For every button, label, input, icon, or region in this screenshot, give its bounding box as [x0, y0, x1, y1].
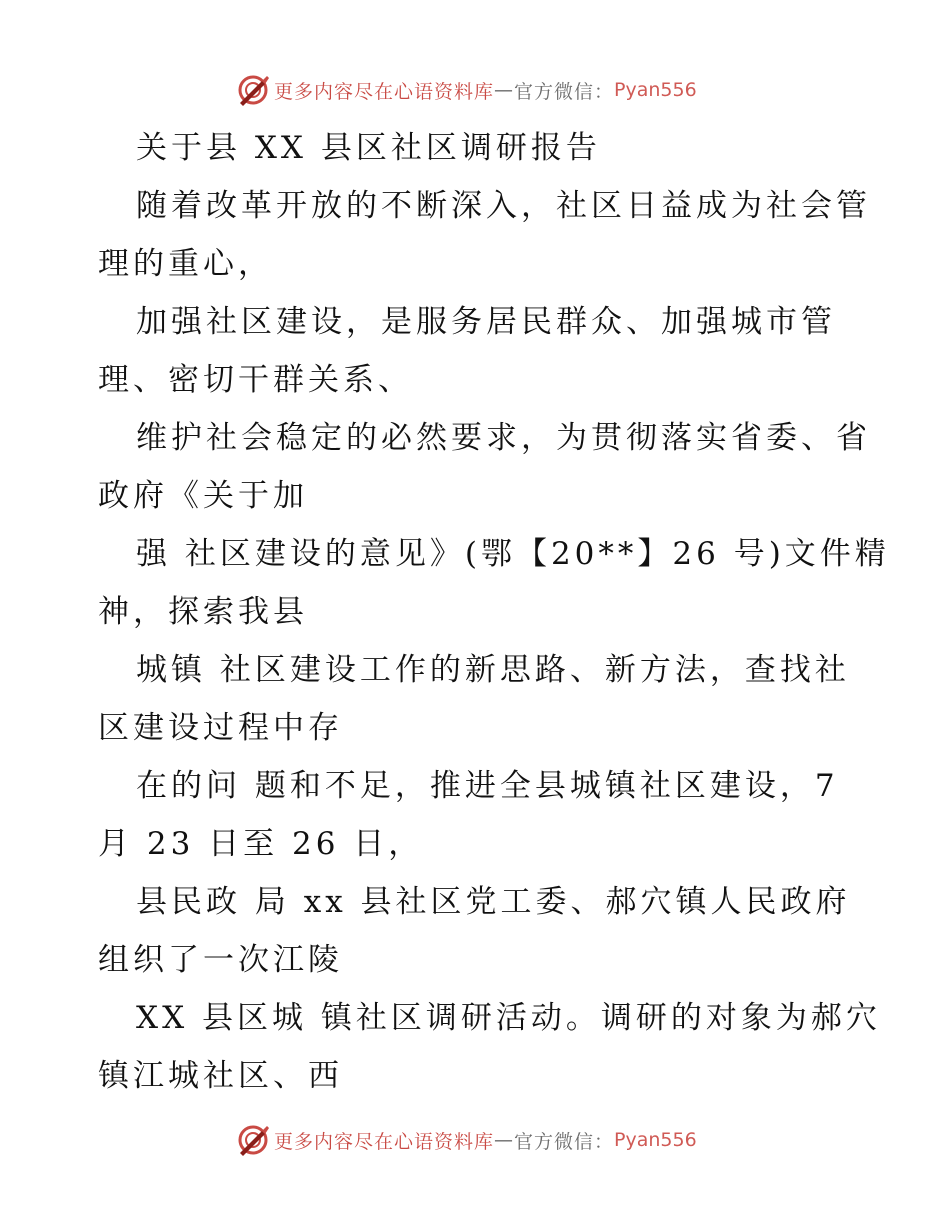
- paragraph-line: 城镇 社区建设工作的新思路、新方法，查找社: [136, 652, 850, 688]
- paragraph-line: 组织了一次江陵: [98, 942, 343, 978]
- watermark-wechat-id: Pyan556: [614, 1129, 697, 1151]
- watermark-official: 官方微信：: [514, 80, 615, 103]
- paragraph-line: 区建设过程中存: [98, 710, 343, 746]
- watermark-official: 官方微信：: [514, 1130, 615, 1153]
- watermark-brand: 更多内容尽在心语资料库: [274, 80, 495, 103]
- pen-logo-icon: [236, 1123, 270, 1157]
- paragraph-line: 县民政 局 xx 县社区党工委、郝穴镇人民政府: [136, 884, 851, 920]
- watermark-wechat-id: Pyan556: [614, 79, 697, 101]
- paragraph-line: 理的重心，: [98, 246, 273, 282]
- paragraph-line: 在的问 题和不足，推进全县城镇社区建设，7: [136, 768, 839, 804]
- watermark-header: [236, 72, 697, 108]
- document-title: 关于县 XX 县区社区调研报告: [136, 130, 601, 166]
- paragraph-line: 维护社会稳定的必然要求，为贯彻落实省委、省: [136, 420, 871, 456]
- paragraph-line: 理、密切干群关系、: [98, 362, 413, 398]
- paragraph-line: 强 社区建设的意见》(鄂【20**】26 号)文件精: [136, 536, 890, 572]
- paragraph-line: 政府《关于加: [98, 478, 308, 514]
- paragraph-line: 镇江城社区、西: [98, 1058, 343, 1094]
- watermark-dash: —: [494, 79, 515, 101]
- paragraph-line: 月 23 日至 26 日，: [98, 826, 424, 862]
- watermark-brand: 更多内容尽在心语资料库: [274, 1130, 495, 1153]
- watermark-footer: [236, 1122, 697, 1158]
- pen-logo-icon: [236, 73, 270, 107]
- paragraph-line: 加强社区建设，是服务居民群众、加强城市管: [136, 304, 836, 340]
- paragraph-line: XX 县区城 镇社区调研活动。调研的对象为郝穴: [136, 1000, 881, 1036]
- paragraph-line: 神，探索我县: [98, 594, 308, 630]
- paragraph-line: 随着改革开放的不断深入，社区日益成为社会管: [136, 188, 871, 224]
- watermark-dash: —: [494, 1129, 515, 1151]
